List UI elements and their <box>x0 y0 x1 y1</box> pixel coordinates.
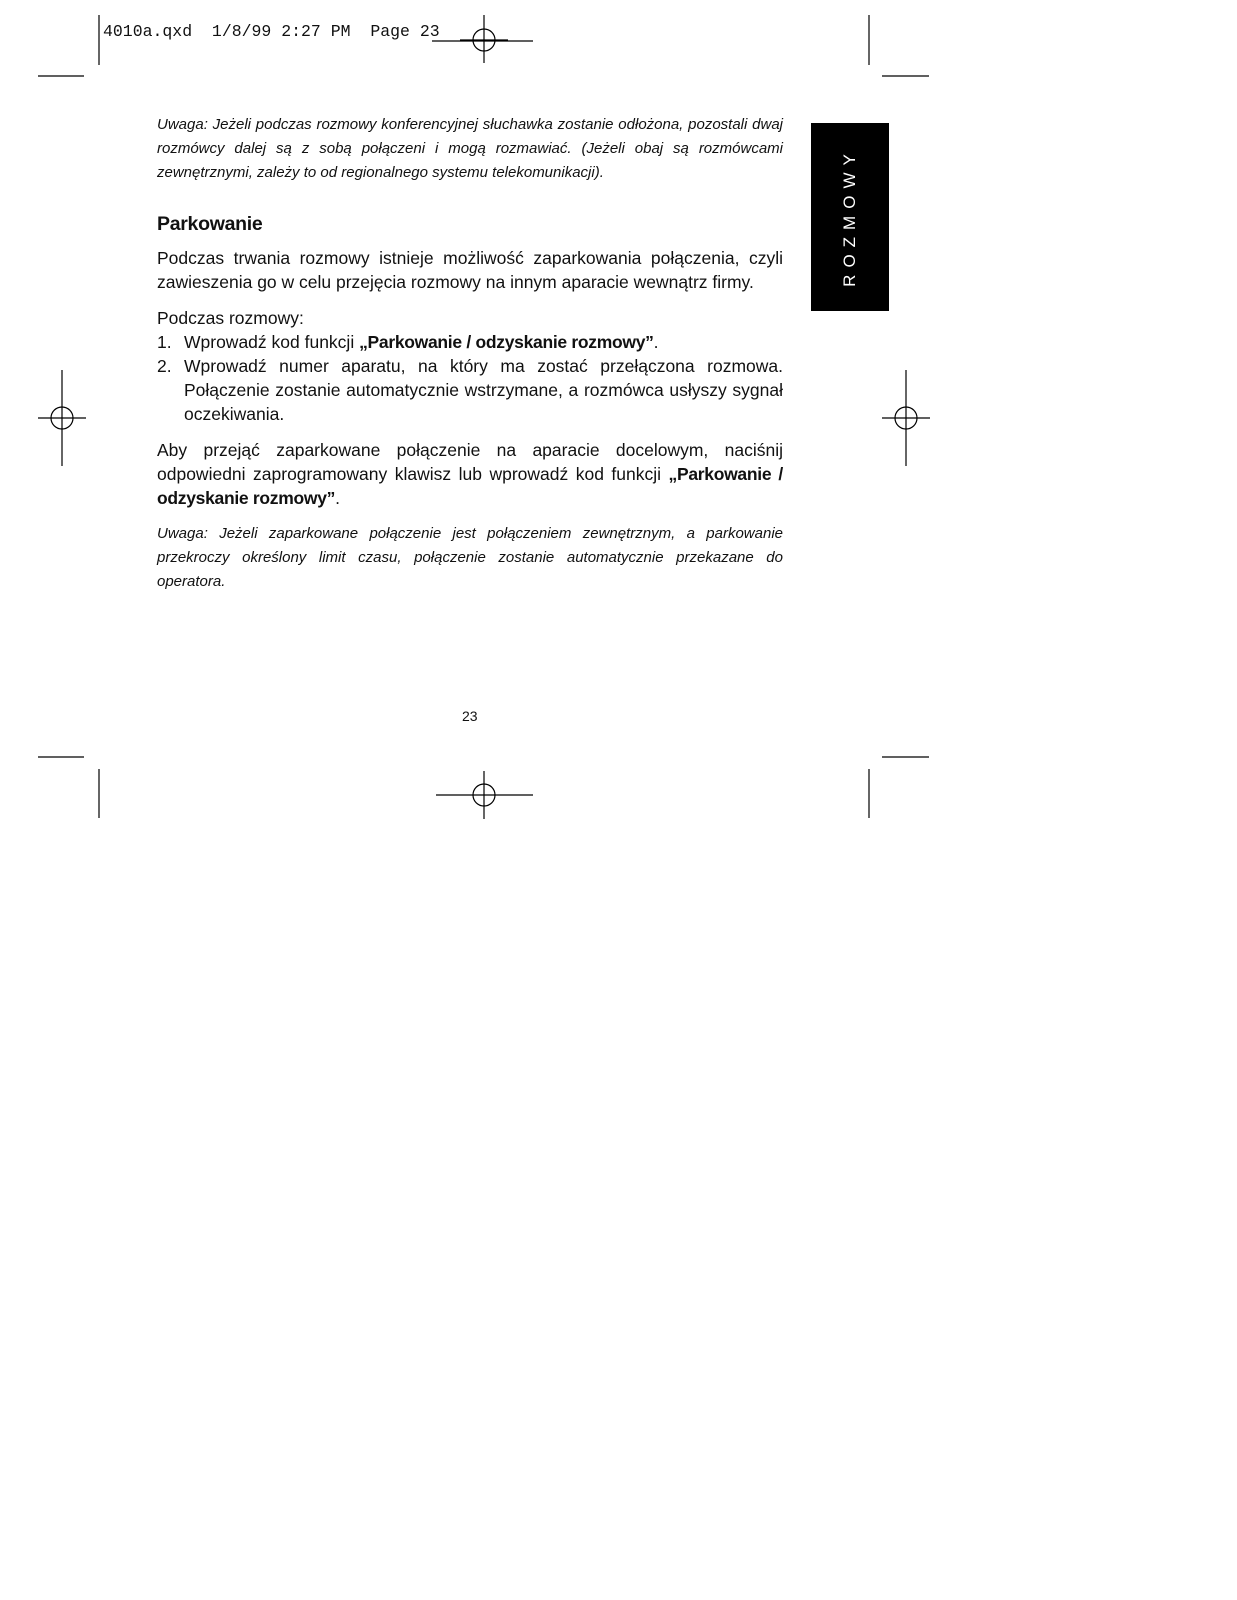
page-number: 23 <box>462 708 478 724</box>
step-text: Wprowadź numer aparatu, na który ma zostać przełączona rozmowa. Połączenie zostanie automatycznie wstrzymane, a rozmówca usłyszy sygnał oczekiwania. <box>184 356 783 424</box>
retrieve-paragraph: Aby przejąć zaparkowane połączenie na aparacie docelowym, naciśnij odpowiedni zaprogramowany klawisz lub wprowadź kod funkcji „Parkowanie / odzyskanie rozmowy”. <box>157 440 783 508</box>
list-item <box>157 354 783 426</box>
note-parking-timeout: Uwaga: Jeżeli zaparkowane połączenie jest połączeniem zewnętrznym, a parkowanie przekroczy określony limit czasu, połączenie zostanie automatycznie przekazane do operatora. <box>157 525 783 590</box>
page-content <box>157 113 783 594</box>
file-slug: 4010a.qxd 1/8/99 2:27 PM Page 23 <box>103 22 440 41</box>
during-call-label: Podczas rozmowy: <box>157 308 304 328</box>
registration-mark-left <box>38 370 86 466</box>
registration-mark-top <box>460 15 508 63</box>
step-number: 2. <box>157 356 172 376</box>
steps-list <box>157 330 783 426</box>
list-item <box>157 330 783 354</box>
step-text: Wprowadź kod funkcji „Parkowanie / odzyskanie rozmowy”. <box>184 332 659 352</box>
registration-mark-bottom <box>436 771 533 819</box>
step-number: 1. <box>157 332 172 352</box>
section-heading: Parkowanie <box>157 213 263 235</box>
function-code-name: „Parkowanie / odzyskanie rozmowy” <box>157 464 783 508</box>
note-conference: Uwaga: Jeżeli podczas rozmowy konferencyjnej słuchawka zostanie odłożona, pozostali dwaj rozmówcy dalej są z sobą połączeni i mogą rozmawiać. (Jeżeli obaj są rozmówcami zewnętrznymi, zależy to od regionalnego systemu telekomunikacji). <box>157 116 783 181</box>
section-tab <box>811 123 889 311</box>
function-code-name: „Parkowanie / odzyskanie rozmowy” <box>359 332 654 352</box>
registration-mark-right <box>882 370 930 466</box>
section-tab-label: ROZMOWY <box>840 147 859 287</box>
intro-paragraph: Podczas trwania rozmowy istnieje możliwość zaparkowania połączenia, czyli zawieszenia go w celu przejęcia rozmowy na innym aparacie wewnątrz firmy. <box>157 248 783 292</box>
